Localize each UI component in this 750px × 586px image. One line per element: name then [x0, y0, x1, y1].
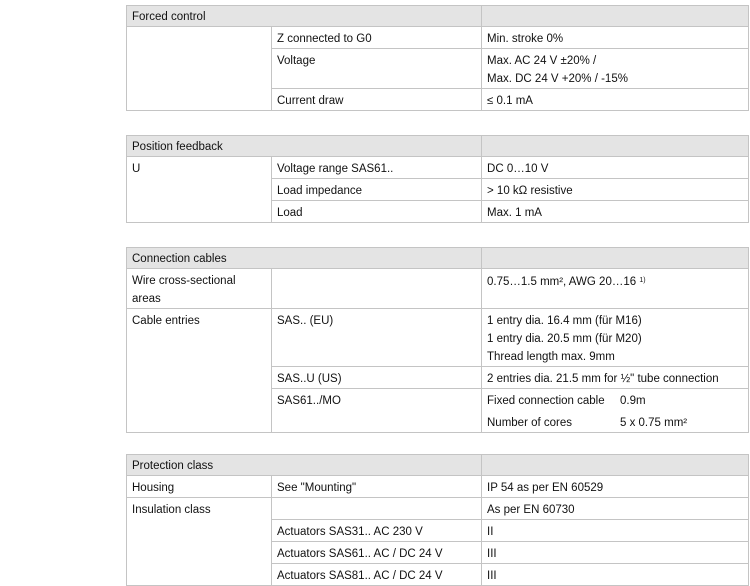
param-value	[482, 269, 749, 309]
param-label: Actuators SAS31.. AC 230 V	[272, 520, 482, 542]
section-title: Protection class	[127, 455, 482, 476]
kv-value: 5 x 0.75 mm²	[620, 417, 688, 429]
section-title: Connection cables	[127, 248, 482, 269]
kv-key: Number of cores	[487, 417, 573, 429]
key-value	[487, 392, 743, 410]
connection-cables-table	[126, 247, 749, 433]
section-header	[127, 455, 749, 476]
section-header	[127, 6, 749, 27]
param-label: SAS.. (EU)	[272, 309, 482, 367]
param-label: See "Mounting"	[272, 476, 482, 498]
value-line: Thread length max. 9mm	[487, 351, 615, 363]
param-value: IP 54 as per EN 60529	[482, 476, 749, 498]
param-group-label: Cable entries	[127, 309, 272, 433]
table-row	[127, 27, 749, 49]
section-title: Position feedback	[127, 136, 482, 157]
param-value: DC 0…10 V	[482, 157, 749, 179]
param-group-label: Housing	[127, 476, 272, 498]
kv-key: Fixed connection cable	[487, 395, 605, 407]
value-line: 1 entry dia. 16.4 mm (für M16)	[487, 315, 642, 327]
value-line: Max. AC 24 V ±20% /	[487, 55, 597, 67]
param-value	[482, 389, 749, 433]
table-row	[127, 157, 749, 179]
group-cell	[127, 27, 272, 111]
param-group-label: Insulation class	[127, 498, 272, 586]
param-value	[482, 309, 749, 367]
table-row	[127, 309, 749, 367]
param-label: SAS61../MO	[272, 389, 482, 433]
value-line: 1 entry dia. 20.5 mm (für M20)	[487, 333, 642, 345]
protection-class-table	[126, 454, 749, 586]
wire-value: 0.75…1.5 mm², AWG 20…16	[487, 276, 637, 288]
section-title: Forced control	[127, 6, 482, 27]
forced-control-table	[126, 5, 749, 111]
param-label: Voltage	[272, 49, 482, 89]
value-line: Max. DC 24 V +20% / -15%	[487, 73, 628, 85]
param-value: III	[482, 542, 749, 564]
param-value: ≤ 0.1 mA	[482, 89, 749, 111]
table-row	[127, 269, 749, 309]
param-label: Load impedance	[272, 179, 482, 201]
key-value	[487, 414, 743, 432]
param-value: III	[482, 564, 749, 586]
param-label: Actuators SAS81.. AC / DC 24 V	[272, 564, 482, 586]
table-row	[127, 476, 749, 498]
param-label: Actuators SAS61.. AC / DC 24 V	[272, 542, 482, 564]
param-value: Max. 1 mA	[482, 201, 749, 223]
param-label: Z connected to G0	[272, 27, 482, 49]
param-label: Load	[272, 201, 482, 223]
param-label: SAS..U (US)	[272, 367, 482, 389]
param-value: As per EN 60730	[482, 498, 749, 520]
kv-value: 0.9m	[620, 395, 646, 407]
position-feedback-table	[126, 135, 749, 223]
section-header	[127, 248, 749, 269]
param-group-label: Wire cross-sectional areas	[127, 269, 272, 309]
param-label: Current draw	[272, 89, 482, 111]
param-value: > 10 kΩ resistive	[482, 179, 749, 201]
param-label	[272, 498, 482, 520]
section-header	[127, 136, 749, 157]
param-value: II	[482, 520, 749, 542]
group-cell: U	[127, 157, 272, 223]
footnote-marker: 1)	[639, 277, 646, 284]
param-value: 2 entries dia. 21.5 mm for ½" tube connection	[482, 367, 749, 389]
param-value	[482, 49, 749, 89]
table-row	[127, 498, 749, 520]
param-label: Voltage range SAS61..	[272, 157, 482, 179]
param-value: Min. stroke 0%	[482, 27, 749, 49]
